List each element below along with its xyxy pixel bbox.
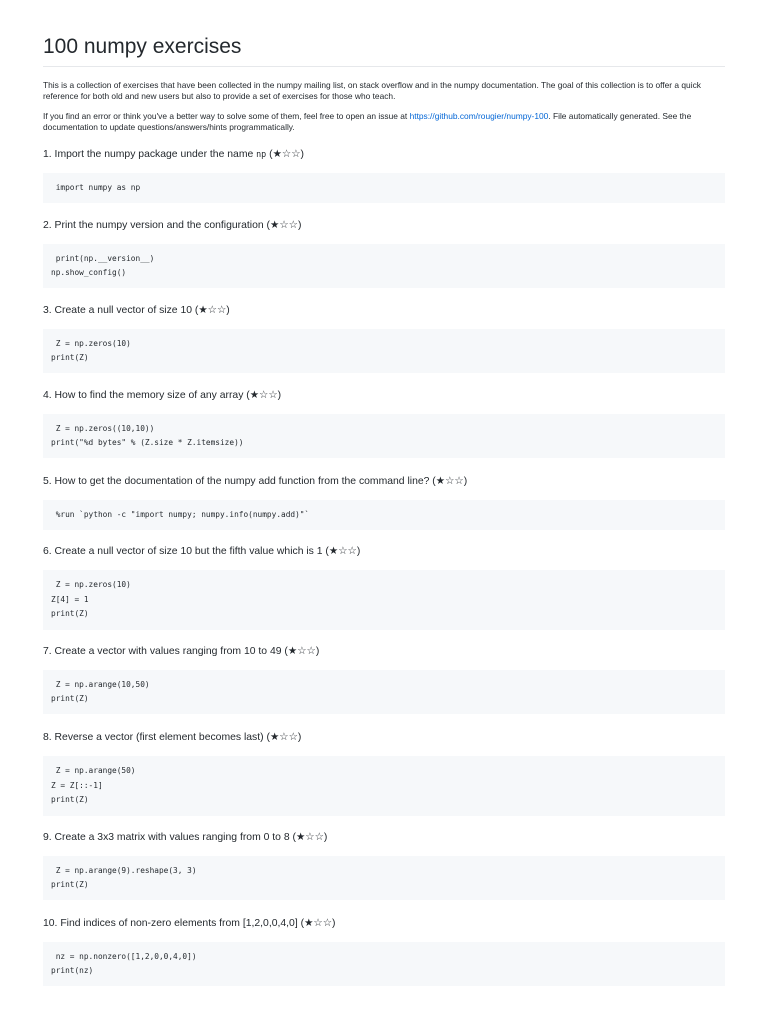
difficulty-rating: (★☆☆) (263, 220, 302, 231)
code-block (43, 942, 725, 986)
difficulty-rating: (★☆☆) (243, 390, 282, 401)
question-text: 6. Create a null vector of size 10 but the fifth value which is 1 (43, 546, 323, 557)
exercise-question (43, 831, 327, 844)
code-block (43, 756, 725, 816)
question-text: 1. Import the numpy package under the name (43, 149, 257, 160)
question-text: 5. How to get the documentation of the numpy add function from the command line? (43, 476, 430, 487)
difficulty-rating: (★☆☆) (263, 732, 302, 743)
code-line: nz = np.nonzero([1,2,0,0,4,0]) (51, 951, 197, 961)
code-line: print(np.__version__) (51, 253, 155, 263)
code-block (43, 414, 725, 458)
code-block (43, 329, 725, 373)
question-text: 7. Create a vector with values ranging from 10 to 49 (43, 646, 282, 657)
question-text: 10. Find indices of non-zero elements from [1,2,0,0,4,0] (43, 918, 298, 929)
question-inline-code: np (256, 149, 267, 159)
code-line: print(Z) (51, 353, 89, 362)
exercise-question (43, 475, 467, 488)
code-line: Z = np.zeros((10,10)) (51, 423, 155, 433)
code-line: print(Z) (51, 609, 89, 619)
code-block (43, 173, 725, 203)
intro-text-before-link: If you find an error or think you've a better way to solve some of them, feel free to open an issue at (43, 111, 410, 121)
code-block (43, 244, 725, 288)
repo-link[interactable]: https://github.com/rougier/numpy-100 (409, 111, 549, 121)
question-text: 9. Create a 3x3 matrix with values ranging from 0 to 8 (43, 832, 290, 843)
question-text: 8. Reverse a vector (first element becomes last) (43, 732, 264, 743)
code-line: Z = np.zeros(10) (51, 338, 131, 348)
code-line: print(nz) (51, 966, 94, 975)
code-block (43, 856, 725, 900)
title-divider (43, 66, 725, 67)
code-line: print("%d bytes" % (Z.size * Z.itemsize)) (51, 438, 244, 447)
code-line: print(Z) (51, 795, 89, 805)
code-line: Z = np.arange(9).reshape(3, 3) (51, 865, 197, 875)
code-line: print(Z) (51, 880, 89, 889)
code-line: Z = np.arange(50) (51, 766, 136, 776)
code-line: import numpy as np (51, 182, 141, 192)
exercise-question (43, 545, 360, 558)
code-line: Z = np.arange(10,50) (51, 679, 150, 689)
exercise-question (43, 731, 301, 744)
code-block (43, 670, 725, 714)
code-line: %run `python -c "import numpy; numpy.info(numpy.add)"` (51, 509, 310, 519)
intro-paragraph-1: This is a collection of exercises that have been collected in the numpy mailing list, on stack overflow and in the numpy documentation. The goal of this collection is to offer a quick reference for both old and new users but also to provide a set of exercises for those who teach. (43, 80, 701, 101)
page-title: 100 numpy exercises (43, 35, 242, 58)
code-line: Z = Z[::-1] (51, 780, 103, 790)
intro-text-after-link: . File automatically generated. See the documentation to update questions/answers/hints programmatically. (43, 111, 692, 132)
difficulty-rating: (★☆☆) (429, 476, 468, 487)
code-line: Z = np.zeros(10) (51, 580, 131, 590)
question-text: 4. How to find the memory size of any array (43, 390, 244, 401)
exercise-question (43, 148, 304, 161)
code-line: np.show_config() (51, 268, 127, 277)
exercise-question (43, 917, 335, 930)
code-line: print(Z) (51, 694, 89, 703)
exercise-question (43, 219, 301, 232)
question-text: 3. Create a null vector of size 10 (43, 305, 193, 316)
exercise-question (43, 645, 319, 658)
difficulty-rating: (★☆☆) (281, 646, 320, 657)
intro-paragraph-2 (43, 111, 725, 133)
difficulty-rating: (★☆☆) (297, 918, 336, 929)
difficulty-rating: (★☆☆) (289, 832, 328, 843)
question-text: 2. Print the numpy version and the configuration (43, 220, 264, 231)
difficulty-rating: (★☆☆) (266, 149, 304, 160)
difficulty-rating: (★☆☆) (322, 546, 361, 557)
difficulty-rating: (★☆☆) (192, 305, 230, 316)
code-block (43, 570, 725, 630)
exercise-question (43, 389, 281, 402)
code-line: Z[4] = 1 (51, 594, 89, 604)
code-block (43, 500, 725, 530)
exercise-question (43, 304, 230, 317)
